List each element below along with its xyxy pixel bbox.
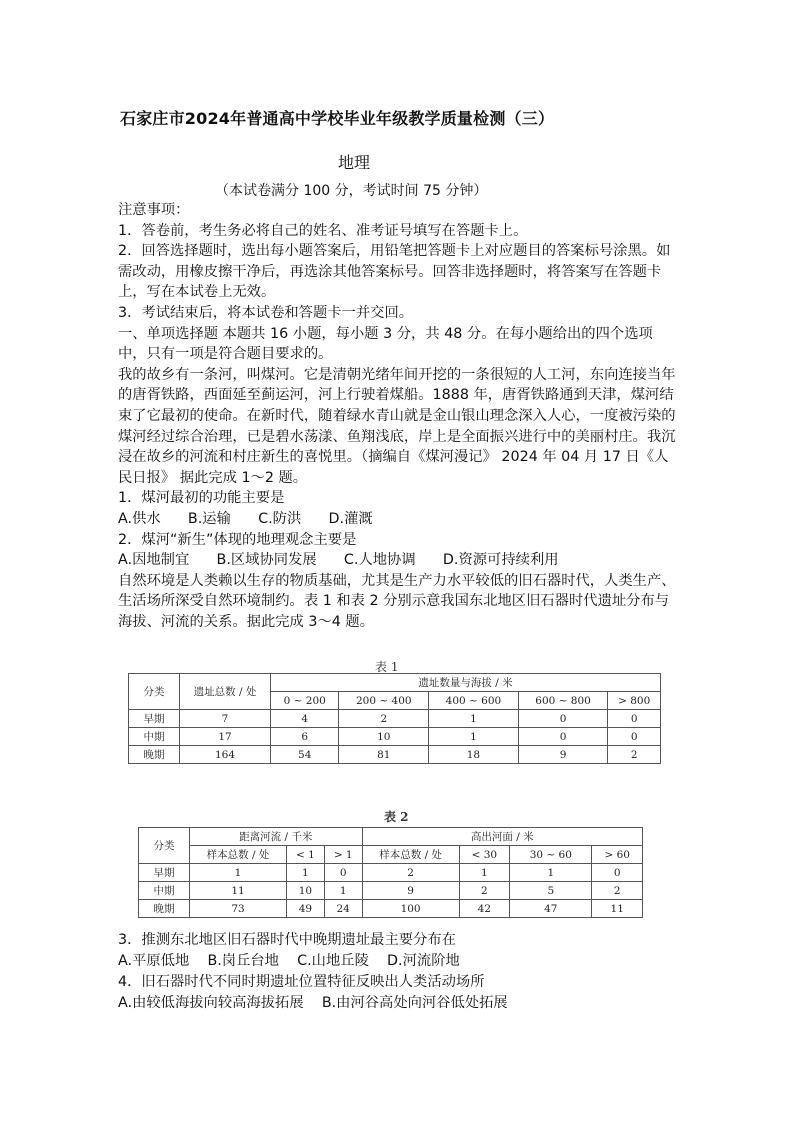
table-cell: 0 (608, 728, 661, 746)
table-cell: 6 (271, 728, 339, 746)
notice-heading: 注意事项： (118, 202, 190, 218)
table-cell: 42 (459, 900, 510, 918)
question-3-options: A.平原低地 B.岗丘台地 C.山地丘陵 D.河流阶地 (118, 953, 460, 969)
table-cell: 2 (459, 882, 510, 900)
table-cell: 早期 (129, 710, 180, 728)
question-2: 2．煤河“新生”体现的地理观念主要是 (118, 531, 357, 548)
table-cell: 47 (510, 900, 592, 918)
table-cell: 10 (287, 882, 325, 900)
table-header: > 1 (324, 846, 362, 864)
table-row (139, 864, 643, 882)
table-cell: 1 (190, 864, 287, 882)
table-cell: 11 (592, 900, 643, 918)
table-cell: 0 (518, 728, 608, 746)
table-cell: 24 (324, 900, 362, 918)
table-cell: 164 (180, 746, 271, 764)
table-cell: 1 (429, 728, 519, 746)
table-row (129, 746, 661, 764)
subject-title: 地理 (338, 153, 371, 172)
question-2-options: A.因地制宜 B.区域协同发展 C.人地协调 D.资源可持续利用 (118, 552, 559, 569)
table-cell: 1 (287, 864, 325, 882)
table-cell: 17 (180, 728, 271, 746)
exam-note: （本试卷满分 100 分，考试时间 75 分钟） (215, 183, 488, 199)
table-header: 距离河流 / 千米 (190, 828, 363, 846)
question-1: 1．煤河最初的功能主要是 (118, 490, 285, 507)
exam-body (118, 200, 678, 632)
table-header: 200 ~ 400 (339, 692, 429, 710)
table-cell: 1 (429, 710, 519, 728)
table-cell: 1 (324, 882, 362, 900)
table-header: < 30 (459, 846, 510, 864)
table-cell: 晚期 (129, 746, 180, 764)
table-cell: 0 (592, 864, 643, 882)
table-header: < 1 (287, 846, 325, 864)
table-cell: 0 (324, 864, 362, 882)
table-cell: 18 (429, 746, 519, 764)
notice-item-2: 2．回答选择题时，选出每小题答案后，用铅笔把答题卡上对应题目的答案标号涂黑。如需改动，用橡皮擦干净后，再选涂其他答案标号。回答非选择题时，将答案写在答题卡上，写在本试卷上无效。 (118, 243, 671, 301)
table-cell: 2 (608, 746, 661, 764)
table-cell: 2 (339, 710, 429, 728)
table-cell: 9 (362, 882, 459, 900)
table-cell: 73 (190, 900, 287, 918)
notice-item-1: 1．答卷前，考生务必将自己的姓名、准考证号填写在答题卡上。 (118, 222, 528, 239)
table-cell: 49 (287, 900, 325, 918)
table-header: 高出河面 / 米 (362, 828, 642, 846)
table-header: 30 ~ 60 (510, 846, 592, 864)
table-row (129, 710, 661, 728)
section-intro: 一、单项选择题 本题共 16 小题，每小题 3 分，共 48 分。在每小题给出的四个选项中，只有一项是符合题目要求的。 (118, 325, 653, 363)
question-3: 3．推测东北地区旧石器时代中晚期遗址最主要分布在 (118, 932, 456, 948)
questions-3-4 (118, 930, 678, 1014)
passage-2: 自然环境是人类赖以生存的物质基础，尤其是生产力水平较低的旧石器时代，人类生产、生活场所深受自然环境制约。表 1 和表 2 分别示意我国东北地区旧石器时代遗址分布与海拔、河流的关系。据此完成 3～4 题。 (118, 572, 676, 630)
table-header: > 60 (592, 846, 643, 864)
table-cell: 100 (362, 900, 459, 918)
table-header: 样本总数 / 处 (190, 846, 287, 864)
table-header: > 800 (608, 692, 661, 710)
table-cell: 2 (592, 882, 643, 900)
table-row (139, 900, 643, 918)
table-1-caption: 表 1 (375, 660, 399, 674)
table-cell: 早期 (139, 864, 190, 882)
table-cell: 4 (271, 710, 339, 728)
table-cell: 1 (510, 864, 592, 882)
table-cell: 0 (608, 710, 661, 728)
table-cell: 54 (271, 746, 339, 764)
question-4-options: A.由较低海拔向较高海拔拓展 B.由河谷高处向河谷低处拓展 (118, 995, 508, 1011)
table-header: 遗址数量与海拔 / 米 (271, 674, 661, 692)
table-cell: 0 (518, 710, 608, 728)
table-header: 0 ~ 200 (271, 692, 339, 710)
table-cell: 1 (459, 864, 510, 882)
table-cell: 晚期 (139, 900, 190, 918)
table-cell: 7 (180, 710, 271, 728)
table-header: 400 ~ 600 (429, 692, 519, 710)
table-1 (128, 673, 661, 764)
exam-title: 石家庄市2024年普通高中学校毕业年级教学质量检测（三） (120, 109, 555, 128)
table-cell: 5 (510, 882, 592, 900)
table-cell: 2 (362, 864, 459, 882)
table-cell: 81 (339, 746, 429, 764)
table-cell: 11 (190, 882, 287, 900)
table-cell: 9 (518, 746, 608, 764)
table-header: 分类 (129, 674, 180, 710)
question-1-options: A.供水 B.运输 C.防洪 D.灌溉 (118, 510, 373, 527)
table-header: 600 ~ 800 (518, 692, 608, 710)
table-header: 遗址总数 / 处 (180, 674, 271, 710)
table-2-caption: 表 2 (384, 810, 409, 824)
question-4: 4．旧石器时代不同时期遗址位置特征反映出人类活动场所 (118, 974, 485, 990)
passage-1: 我的故乡有一条河，叫煤河。它是清朝光绪年间开挖的一条很短的人工河，东向连接当年的唐胥铁路，西面延至蓟运河，河上行驶着煤船。1888 年，唐胥铁路通到天津，煤河结束了它最初的使命。在新时代，随着绿水青山就是金山银山理念深入人心，一度被污染的煤河经过综合治理，已是碧水荡漾、鱼翔浅底，岸上是全面振兴进行中的美丽村庄。我沉浸在故乡的河流和村庄新生的喜悦里。（摘编自《煤河漫记》 2024 年 04 月 17 日《人民日报》 据此完成 1～2 题。 (118, 366, 676, 486)
table-row (139, 882, 643, 900)
notice-item-3: 3．考试结束后，将本试卷和答题卡一并交回。 (118, 304, 414, 321)
table-cell: 10 (339, 728, 429, 746)
table-cell: 中期 (139, 882, 190, 900)
table-row (129, 728, 661, 746)
table-header: 分类 (139, 828, 190, 864)
table-2 (138, 827, 643, 918)
table-header: 样本总数 / 处 (362, 846, 459, 864)
table-cell: 中期 (129, 728, 180, 746)
